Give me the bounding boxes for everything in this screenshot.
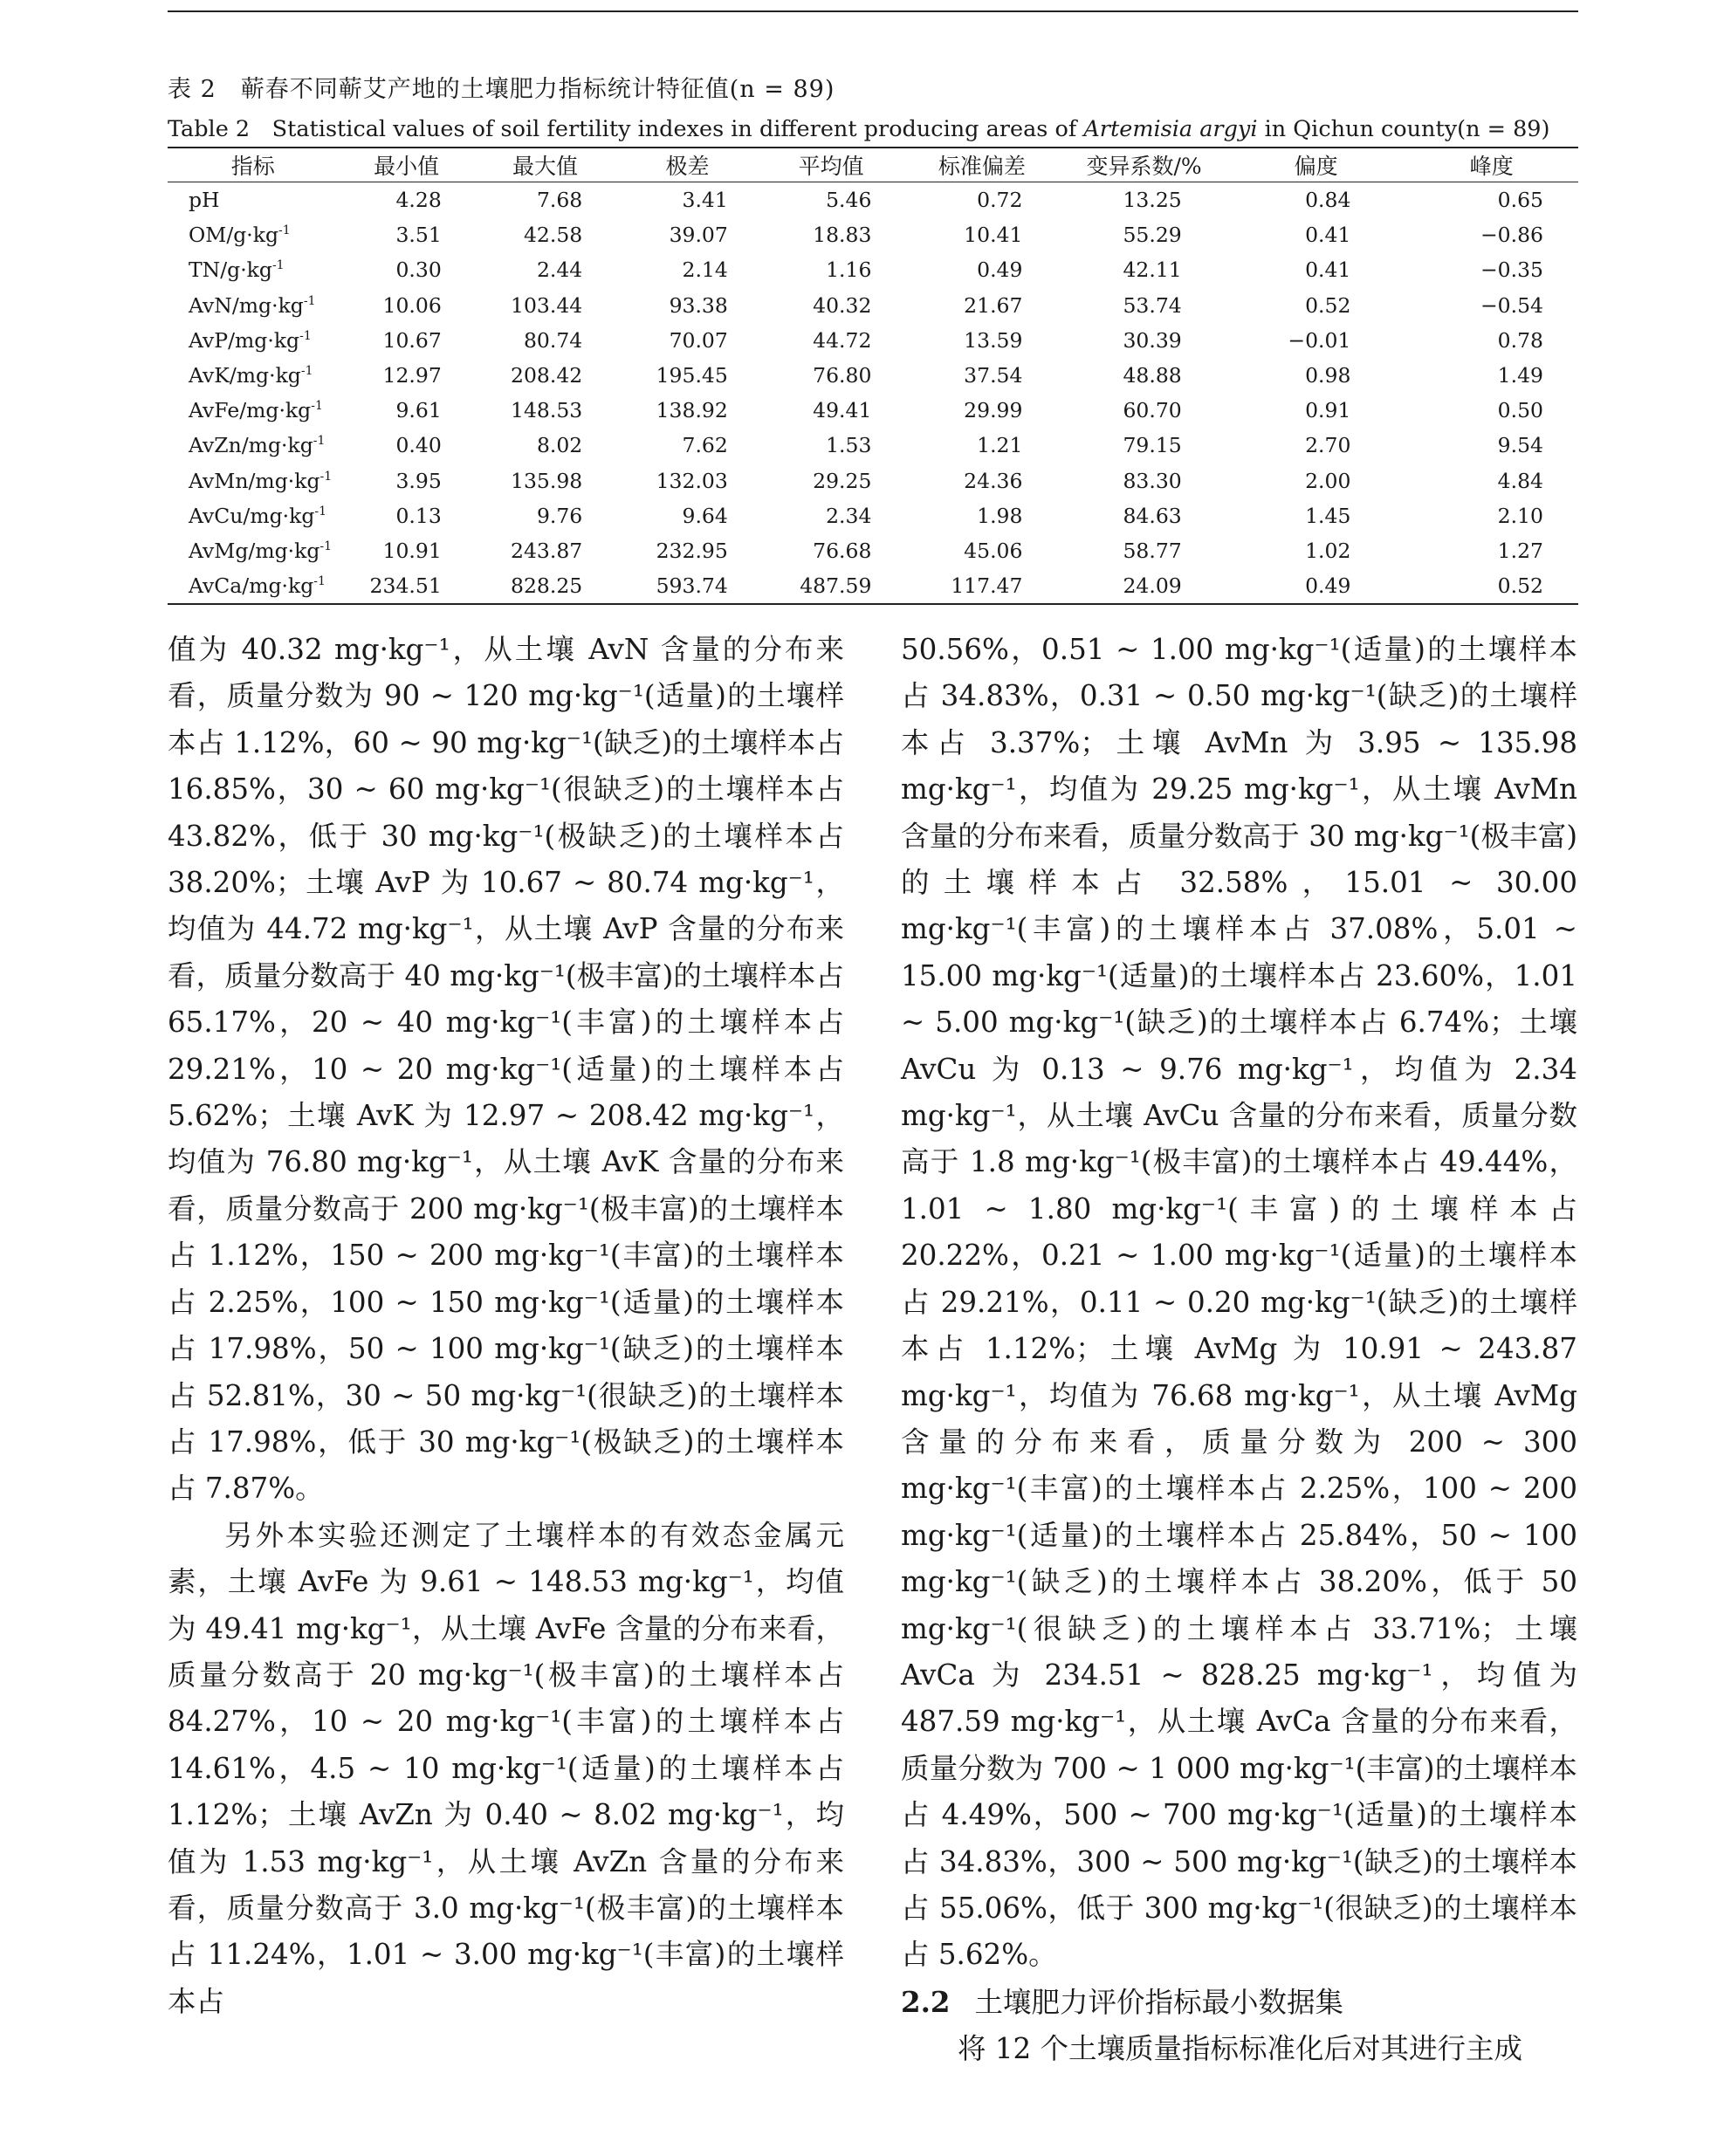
value-cell: 58.77 (1123, 538, 1182, 563)
indicator-cell (168, 393, 338, 428)
indicator-label: OM/g·kg (189, 223, 279, 248)
column-header: 变异系数/% (1086, 154, 1202, 179)
table-row (168, 463, 1578, 498)
value-cell: 1.45 (1305, 503, 1351, 528)
table-row (168, 568, 1578, 604)
value-cell: 232.95 (656, 538, 728, 563)
column-header: 最大值 (512, 154, 579, 179)
value-cell: 7.62 (682, 433, 728, 458)
value-cell: −0.35 (1480, 257, 1543, 283)
value-cell: 0.49 (977, 257, 1023, 283)
value-cell: 24.09 (1123, 573, 1182, 599)
indicator-cell (168, 568, 338, 604)
value-cell: 53.74 (1123, 292, 1182, 318)
table-row (168, 533, 1578, 568)
value-cell: 44.72 (813, 327, 872, 353)
value-cell: 24.36 (964, 468, 1023, 493)
value-cell: 9.54 (1497, 433, 1543, 458)
indicator-label: AvFe/mg·kg (189, 398, 312, 423)
value-cell: 10.91 (382, 538, 442, 563)
indicator-label: AvCa/mg·kg (189, 573, 314, 599)
value-cell: 195.45 (656, 363, 728, 388)
value-cell: 21.67 (964, 292, 1023, 318)
left-paragraph-1: 值为 40.32 mg·kg⁻¹，从土壤 AvN 含量的分布来看，质量分数为 90 ~ 120 mg·kg⁻¹(适量)的土壤样本占 1.12%，60 ~ 90 mg·kg⁻¹(缺乏)的土壤样本占 16.85%，30 ~ 60 mg·kg⁻¹(很缺乏)的土壤样本占 43.82%，低于 30 mg·kg⁻¹(极缺乏)的土壤样本占 38.20%；土壤 AvP 为 10.67 ~ 80.74 mg·kg⁻¹，均值为 44.72 mg·kg⁻¹，从土壤 AvP 含量的分布来看，质量分数高于 40 mg·kg⁻¹(极丰富)的土壤样本占 65.17%，20 ~ 40 mg·kg⁻¹(丰富)的土壤样本占 29.21%，10 ~ 20 mg·kg⁻¹(适量)的土壤样本占 5.62%；土壤 AvK 为 12.97 ~ 208.42 mg·kg⁻¹，均值为 76.80 mg·kg⁻¹，从土壤 AvK 含量的分布来看，质量分数高于 200 mg·kg⁻¹(极丰富)的土壤样本占 1.12%，150 ~ 200 mg·kg⁻¹(丰富)的土壤样本占 2.25%，100 ~ 150 mg·kg⁻¹(适量)的土壤样本占 17.98%，50 ~ 100 mg·kg⁻¹(缺乏)的土壤样本占 52.81%，30 ~ 50 mg·kg⁻¹(很缺乏)的土壤样本占 17.98%，低于 30 mg·kg⁻¹(极缺乏)的土壤样本占 7.87%。 (168, 633, 844, 1506)
value-cell: 93.38 (669, 292, 728, 318)
value-cell: 55.29 (1123, 223, 1182, 248)
value-cell: 48.88 (1123, 363, 1182, 388)
value-cell: 8.02 (536, 433, 583, 458)
value-cell: 1.98 (977, 503, 1023, 528)
table-row (168, 252, 1578, 287)
value-cell: 3.41 (682, 188, 728, 213)
value-cell: 76.80 (813, 363, 872, 388)
value-cell: 0.72 (977, 188, 1023, 213)
value-cell: 138.92 (656, 398, 728, 423)
indicator-label: AvN/mg·kg (189, 292, 304, 318)
column-header: 偏度 (1294, 154, 1338, 179)
table-row (168, 323, 1578, 358)
value-cell: 29.25 (813, 468, 872, 493)
table-row (168, 182, 1578, 218)
indicator-cell (168, 288, 338, 323)
section-title: 土壤肥力评价指标最小数据集 (974, 1985, 1344, 2019)
value-cell: 0.30 (395, 257, 442, 283)
table-row (168, 217, 1578, 252)
value-cell: 3.51 (395, 223, 442, 248)
indicator-cell (168, 323, 338, 358)
value-cell: 0.50 (1497, 398, 1543, 423)
indicator-label: AvCu/mg·kg (189, 503, 315, 528)
value-cell: 5.46 (826, 188, 872, 213)
unit-exponent: -1 (319, 469, 333, 484)
value-cell: 9.61 (395, 398, 442, 423)
value-cell: 79.15 (1123, 433, 1182, 458)
value-cell: 2.34 (826, 503, 872, 528)
value-cell: 9.76 (536, 503, 583, 528)
value-cell: 12.97 (382, 363, 442, 388)
value-cell: 1.49 (1497, 363, 1543, 388)
value-cell: 49.41 (813, 398, 872, 423)
indicator-cell (168, 217, 338, 252)
value-cell: 243.87 (511, 538, 583, 563)
unit-exponent: -1 (313, 434, 326, 449)
unit-exponent: -1 (278, 223, 291, 238)
value-cell: 80.74 (523, 327, 583, 353)
value-cell: 2.00 (1305, 468, 1351, 493)
value-cell: 13.25 (1123, 188, 1182, 213)
unit-exponent: -1 (314, 504, 327, 518)
indicator-cell (168, 463, 338, 498)
header-rule (168, 10, 1578, 12)
value-cell: 2.44 (536, 257, 583, 283)
unit-exponent: -1 (303, 293, 316, 308)
value-cell: 13.59 (964, 327, 1023, 353)
column-header: 峰度 (1469, 154, 1514, 179)
value-cell: 0.52 (1305, 292, 1351, 318)
indicator-cell (168, 182, 338, 218)
value-cell: 1.16 (826, 257, 872, 283)
column-header: 平均值 (798, 154, 864, 179)
table-caption-en: Table 2 Statistical values of soil fertility indexes in different producing areas of Artemisia argyi in Qichun county(n = 89) (168, 116, 1550, 142)
table-row (168, 393, 1578, 428)
value-cell: −0.54 (1480, 292, 1543, 318)
value-cell: −0.01 (1288, 327, 1351, 353)
value-cell: 234.51 (369, 573, 442, 599)
value-cell: 0.41 (1305, 223, 1351, 248)
value-cell: 7.68 (536, 188, 583, 213)
indicator-label: pH (189, 188, 220, 213)
table-row (168, 358, 1578, 393)
value-cell: 0.91 (1305, 398, 1351, 423)
value-cell: 10.41 (964, 223, 1023, 248)
value-cell: 117.47 (951, 573, 1023, 599)
value-cell: 593.74 (656, 573, 728, 599)
indicator-label: AvZn/mg·kg (189, 433, 313, 458)
indicator-cell (168, 428, 338, 463)
indicator-label: AvMn/mg·kg (189, 468, 320, 493)
right-paragraph-2: 将 12 个土壤质量指标标准化后对其进行主成 (958, 2032, 1523, 2066)
value-cell: 1.53 (826, 433, 872, 458)
indicator-label: AvMg/mg·kg (189, 538, 320, 563)
column-header: 极差 (665, 154, 710, 179)
column-header: 标准偏差 (938, 154, 1026, 179)
value-cell: 0.84 (1305, 188, 1351, 213)
value-cell: 1.02 (1305, 538, 1351, 563)
indicator-label: AvK/mg·kg (189, 363, 301, 388)
value-cell: 2.10 (1497, 503, 1543, 528)
value-cell: 1.27 (1497, 538, 1543, 563)
stats-table-wrap (168, 147, 1578, 605)
value-cell: 4.28 (395, 188, 442, 213)
unit-exponent: -1 (311, 399, 323, 414)
value-cell: 0.41 (1305, 257, 1351, 283)
value-cell: 0.65 (1497, 188, 1543, 213)
value-cell: 39.07 (669, 223, 728, 248)
unit-exponent: -1 (319, 539, 333, 553)
species-name: Artemisia argyi (1083, 116, 1258, 142)
indicator-label: AvP/mg·kg (189, 327, 300, 353)
value-cell: 148.53 (511, 398, 583, 423)
value-cell: −0.86 (1480, 223, 1543, 248)
table-header-row (168, 148, 1578, 182)
value-cell: 2.70 (1305, 433, 1351, 458)
value-cell: 2.14 (682, 257, 728, 283)
table-row (168, 428, 1578, 463)
value-cell: 0.49 (1305, 573, 1351, 599)
value-cell: 0.98 (1305, 363, 1351, 388)
value-cell: 30.39 (1123, 327, 1182, 353)
indicator-cell (168, 358, 338, 393)
value-cell: 45.06 (964, 538, 1023, 563)
table-caption-cn: 表 2 蕲春不同蕲艾产地的土壤肥力指标统计特征值(n = 89) (168, 76, 835, 103)
indicator-cell (168, 533, 338, 568)
unit-exponent: -1 (313, 574, 326, 589)
value-cell: 40.32 (813, 292, 872, 318)
left-paragraph-2: 另外本实验还测定了土壤样本的有效态金属元素，土壤 AvFe 为 9.61 ~ 148.53 mg·kg⁻¹，均值为 49.41 mg·kg⁻¹，从土壤 AvFe 含量的分布来看，质量分数高于 20 mg·kg⁻¹(极丰富)的土壤样本占 84.27%，10 ~ 20 mg·kg⁻¹(丰富)的土壤样本占 14.61%，4.5 ~ 10 mg·kg⁻¹(适量)的土壤样本占 1.12%；土壤 AvZn 为 0.40 ~ 8.02 mg·kg⁻¹，均值为 1.53 mg·kg⁻¹，从土壤 AvZn 含量的分布来看，质量分数高于 3.0 mg·kg⁻¹(极丰富)的土壤样本占 11.24%，1.01 ~ 3.00 mg·kg⁻¹(丰富)的土壤样本占 (168, 1518, 844, 2018)
value-cell: 76.68 (813, 538, 872, 563)
table-row (168, 288, 1578, 323)
section-number: 2.2 (901, 1984, 951, 2019)
value-cell: 10.06 (382, 292, 442, 318)
value-cell: 3.95 (395, 468, 442, 493)
value-cell: 60.70 (1123, 398, 1182, 423)
value-cell: 208.42 (511, 363, 583, 388)
value-cell: 1.21 (977, 433, 1023, 458)
unit-exponent: -1 (299, 328, 312, 343)
value-cell: 83.30 (1123, 468, 1182, 493)
unit-exponent: -1 (300, 364, 313, 379)
value-cell: 828.25 (511, 573, 583, 599)
stats-table (168, 147, 1578, 605)
value-cell: 18.83 (813, 223, 872, 248)
value-cell: 29.99 (964, 398, 1023, 423)
value-cell: 9.64 (682, 503, 728, 528)
value-cell: 84.63 (1123, 503, 1182, 528)
indicator-cell (168, 252, 338, 287)
value-cell: 132.03 (656, 468, 728, 493)
value-cell: 42.58 (523, 223, 583, 248)
value-cell: 103.44 (511, 292, 583, 318)
value-cell: 70.07 (669, 327, 728, 353)
value-cell: 0.40 (395, 433, 442, 458)
value-cell: 0.13 (395, 503, 442, 528)
value-cell: 0.78 (1497, 327, 1543, 353)
column-header: 最小值 (374, 154, 440, 179)
right-column (901, 627, 1577, 2073)
indicator-cell (168, 498, 338, 533)
unit-exponent: -1 (271, 258, 285, 273)
section-heading (901, 1979, 1577, 2026)
right-paragraph-1: 50.56%，0.51 ~ 1.00 mg·kg⁻¹(适量)的土壤样本占 34.83%，0.31 ~ 0.50 mg·kg⁻¹(缺乏)的土壤样本占 3.37%；土壤 AvMn 为 3.95 ~ 135.98 mg·kg⁻¹，均值为 29.25 mg·kg⁻¹，从土壤 AvMn 含量的分布来看，质量分数高于 30 mg·kg⁻¹(极丰富)的土壤样本占 32.58%，15.01 ~ 30.00 mg·kg⁻¹(丰富)的土壤样本占 37.08%，5.01 ~ 15.00 mg·kg⁻¹(适量)的土壤样本占 23.60%，1.01 ~ 5.00 mg·kg⁻¹(缺乏)的土壤样本占 6.74%；土壤 AvCu 为 0.13 ~ 9.76 mg·kg⁻¹，均值为 2.34 mg·kg⁻¹，从土壤 AvCu 含量的分布来看，质量分数高于 1.8 mg·kg⁻¹(极丰富)的土壤样本占 49.44%，1.01 ~ 1.80 mg·kg⁻¹(丰富)的土壤样本占 20.22%，0.21 ~ 1.00 mg·kg⁻¹(适量)的土壤样本占 29.21%，0.11 ~ 0.20 mg·kg⁻¹(缺乏)的土壤样本占 1.12%；土壤 AvMg 为 10.91 ~ 243.87 mg·kg⁻¹，均值为 76.68 mg·kg⁻¹，从土壤 AvMg 含量的分布来看，质量分数为 200 ~ 300 mg·kg⁻¹(丰富)的土壤样本占 2.25%，100 ~ 200 mg·kg⁻¹(适量)的土壤样本占 25.84%，50 ~ 100 mg·kg⁻¹(缺乏)的土壤样本占 38.20%，低于 50 mg·kg⁻¹(很缺乏)的土壤样本占 33.71%；土壤 AvCa 为 234.51 ~ 828.25 mg·kg⁻¹，均值为 487.59 mg·kg⁻¹，从土壤 AvCa 含量的分布来看，质量分数为 700 ~ 1 000 mg·kg⁻¹(丰富)的土壤样本占 4.49%，500 ~ 700 mg·kg⁻¹(适量)的土壤样本占 34.83%，300 ~ 500 mg·kg⁻¹(缺乏)的土壤样本占 55.06%，低于 300 mg·kg⁻¹(很缺乏)的土壤样本占 5.62%。 (901, 633, 1577, 1972)
value-cell: 10.67 (382, 327, 442, 353)
value-cell: 37.54 (964, 363, 1023, 388)
left-column (168, 627, 844, 2025)
table-row (168, 498, 1578, 533)
value-cell: 0.52 (1497, 573, 1543, 599)
value-cell: 4.84 (1497, 468, 1543, 493)
value-cell: 42.11 (1123, 257, 1182, 283)
column-header: 指标 (230, 154, 275, 179)
value-cell: 135.98 (511, 468, 583, 493)
value-cell: 487.59 (800, 573, 872, 599)
indicator-label: TN/g·kg (189, 257, 272, 283)
